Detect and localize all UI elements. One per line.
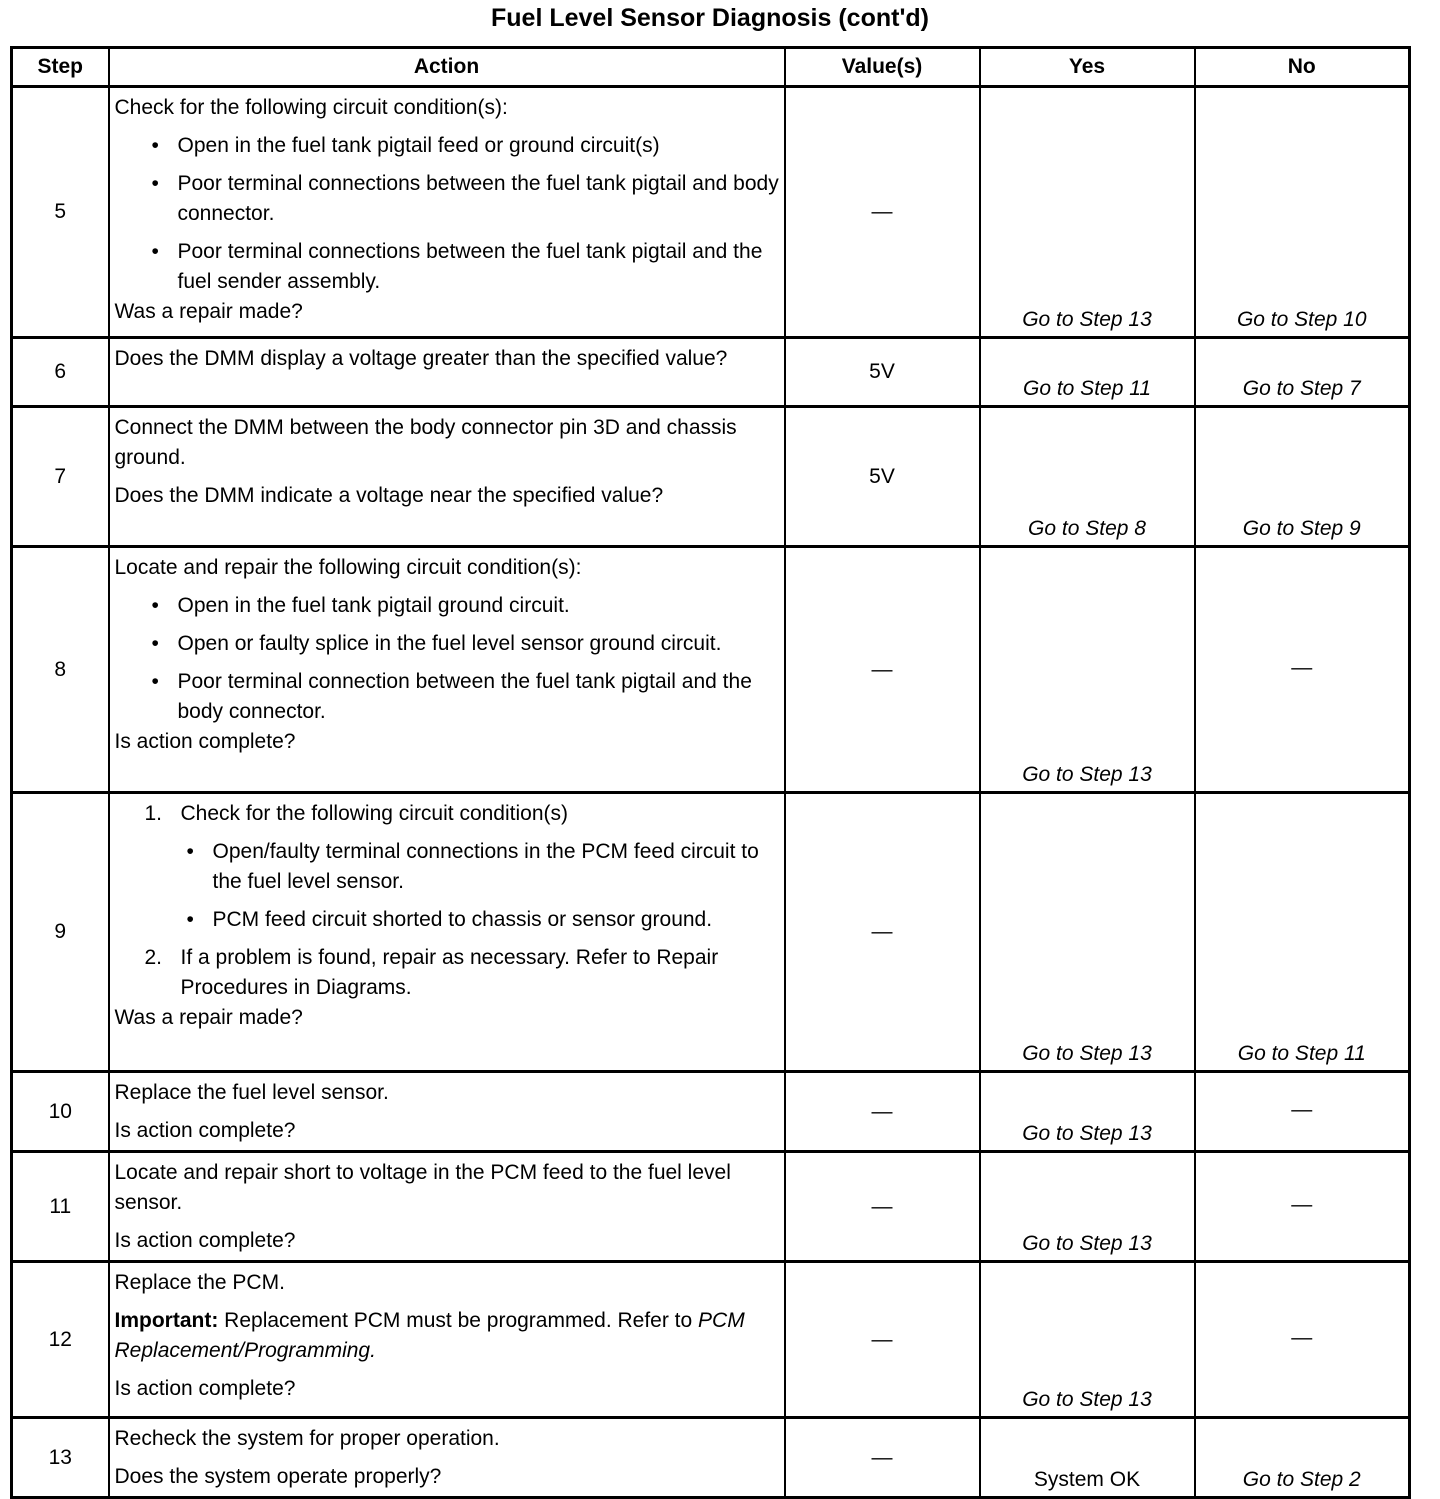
header-no: No bbox=[1195, 48, 1410, 87]
header-step: Step bbox=[12, 48, 109, 87]
no-cell: Go to Step 7 bbox=[1195, 338, 1410, 407]
condition-list bbox=[115, 131, 780, 297]
table-row bbox=[12, 1072, 1410, 1152]
action-cell bbox=[109, 407, 785, 547]
step-number: 7 bbox=[12, 407, 109, 547]
value-cell: 5V bbox=[785, 407, 980, 547]
action-intro: Connect the DMM between the body connector pin 3D and chassis ground. bbox=[114, 416, 737, 469]
list-item: • Poor terminal connections between the fuel tank pigtail and the fuel sender assembly. bbox=[115, 237, 780, 297]
table-row bbox=[12, 338, 1410, 407]
action-intro: Replace the fuel level sensor. bbox=[114, 1081, 389, 1104]
table-row bbox=[12, 1418, 1410, 1498]
procedure-list bbox=[115, 799, 780, 1003]
important-text: Replacement PCM must be programmed. Refer to bbox=[224, 1309, 693, 1332]
list-item: • Poor terminal connections between the fuel tank pigtail and body connector. bbox=[115, 169, 780, 229]
table-row bbox=[12, 1262, 1410, 1418]
list-item: • Open in the fuel tank pigtail ground circuit. bbox=[115, 591, 780, 621]
header-action: Action bbox=[109, 48, 785, 87]
procedure-number: 2. bbox=[144, 946, 163, 969]
table-row bbox=[12, 1152, 1410, 1262]
no-cell: Go to Step 10 bbox=[1195, 87, 1410, 338]
yes-cell: Go to Step 13 bbox=[980, 1152, 1195, 1262]
page-title: Fuel Level Sensor Diagnosis (cont'd) bbox=[491, 4, 929, 32]
no-cell: — bbox=[1195, 1262, 1410, 1418]
yes-cell: Go to Step 13 bbox=[980, 1262, 1195, 1418]
procedure-number: 1. bbox=[144, 802, 163, 825]
procedure-text: If a problem is found, repair as necessary. Refer to Repair Procedures in Diagrams. bbox=[180, 946, 719, 999]
action-cell bbox=[109, 1072, 785, 1152]
important-note bbox=[115, 1306, 780, 1366]
yes-cell: Go to Step 13 bbox=[980, 87, 1195, 338]
condition-list bbox=[115, 837, 780, 935]
yes-cell: System OK bbox=[980, 1418, 1195, 1498]
list-item: • PCM feed circuit shorted to chassis or sensor ground. bbox=[115, 905, 780, 935]
value-cell: — bbox=[785, 87, 980, 338]
action-question: Is action complete? bbox=[114, 1229, 296, 1252]
action-intro: Check for the following circuit condition(s): bbox=[114, 96, 508, 119]
condition-list bbox=[115, 591, 780, 727]
action-intro: Recheck the system for proper operation. bbox=[114, 1427, 500, 1450]
procedure-item bbox=[115, 799, 780, 935]
action-question: Does the DMM indicate a voltage near the specified value? bbox=[114, 484, 664, 507]
action-question: Does the system operate properly? bbox=[114, 1465, 442, 1488]
action-cell bbox=[109, 1418, 785, 1498]
value-cell: — bbox=[785, 1418, 980, 1498]
action-cell bbox=[109, 1262, 785, 1418]
list-item: • Open or faulty splice in the fuel level sensor ground circuit. bbox=[115, 629, 780, 659]
action-intro: Locate and repair the following circuit condition(s): bbox=[114, 556, 582, 579]
no-cell: — bbox=[1195, 1072, 1410, 1152]
step-number: 5 bbox=[12, 87, 109, 338]
action-question: Is action complete? bbox=[114, 1119, 296, 1142]
yes-cell: Go to Step 8 bbox=[980, 407, 1195, 547]
action-question: Is action complete? bbox=[114, 1377, 296, 1400]
procedure-text: Check for the following circuit condition(s) bbox=[180, 802, 568, 825]
table-row bbox=[12, 407, 1410, 547]
action-cell bbox=[109, 338, 785, 407]
action-question: Is action complete? bbox=[114, 730, 296, 753]
action-intro: Replace the PCM. bbox=[114, 1271, 285, 1294]
action-question: Does the DMM display a voltage greater than the specified value? bbox=[114, 347, 728, 370]
action-cell bbox=[109, 87, 785, 338]
value-cell: — bbox=[785, 1152, 980, 1262]
no-cell: Go to Step 2 bbox=[1195, 1418, 1410, 1498]
header-yes: Yes bbox=[980, 48, 1195, 87]
action-question: Was a repair made? bbox=[114, 1006, 303, 1029]
action-intro: Locate and repair short to voltage in the PCM feed to the fuel level sensor. bbox=[114, 1161, 731, 1214]
action-question: Was a repair made? bbox=[114, 300, 303, 323]
list-item: • Open/faulty terminal connections in the PCM feed circuit to the fuel level sensor. bbox=[115, 837, 780, 897]
procedure-item bbox=[115, 943, 780, 1003]
important-label: Important: bbox=[114, 1309, 219, 1332]
step-number: 9 bbox=[12, 793, 109, 1072]
step-number: 13 bbox=[12, 1418, 109, 1498]
yes-cell: Go to Step 11 bbox=[980, 338, 1195, 407]
header-value: Value(s) bbox=[785, 48, 980, 87]
value-cell: — bbox=[785, 793, 980, 1072]
header-row bbox=[12, 48, 1410, 87]
step-number: 10 bbox=[12, 1072, 109, 1152]
step-number: 11 bbox=[12, 1152, 109, 1262]
no-cell: Go to Step 11 bbox=[1195, 793, 1410, 1072]
value-cell: — bbox=[785, 1072, 980, 1152]
step-number: 12 bbox=[12, 1262, 109, 1418]
list-item: • Poor terminal connection between the fuel tank pigtail and the body connector. bbox=[115, 667, 780, 727]
table-row bbox=[12, 547, 1410, 793]
no-cell: — bbox=[1195, 1152, 1410, 1262]
value-cell: 5V bbox=[785, 338, 980, 407]
table-row bbox=[12, 793, 1410, 1072]
no-cell: Go to Step 9 bbox=[1195, 407, 1410, 547]
step-number: 6 bbox=[12, 338, 109, 407]
action-cell bbox=[109, 547, 785, 793]
value-cell: — bbox=[785, 547, 980, 793]
important-reference: PCM Replacement/Programming. bbox=[114, 1309, 745, 1362]
value-cell: — bbox=[785, 1262, 980, 1418]
diagnosis-table bbox=[10, 46, 1411, 1499]
table-row bbox=[12, 87, 1410, 338]
yes-cell: Go to Step 13 bbox=[980, 1072, 1195, 1152]
action-cell bbox=[109, 1152, 785, 1262]
step-number: 8 bbox=[12, 547, 109, 793]
yes-cell: Go to Step 13 bbox=[980, 793, 1195, 1072]
action-cell bbox=[109, 793, 785, 1072]
no-cell: — bbox=[1195, 547, 1410, 793]
yes-cell: Go to Step 13 bbox=[980, 547, 1195, 793]
list-item: • Open in the fuel tank pigtail feed or ground circuit(s) bbox=[115, 131, 780, 161]
